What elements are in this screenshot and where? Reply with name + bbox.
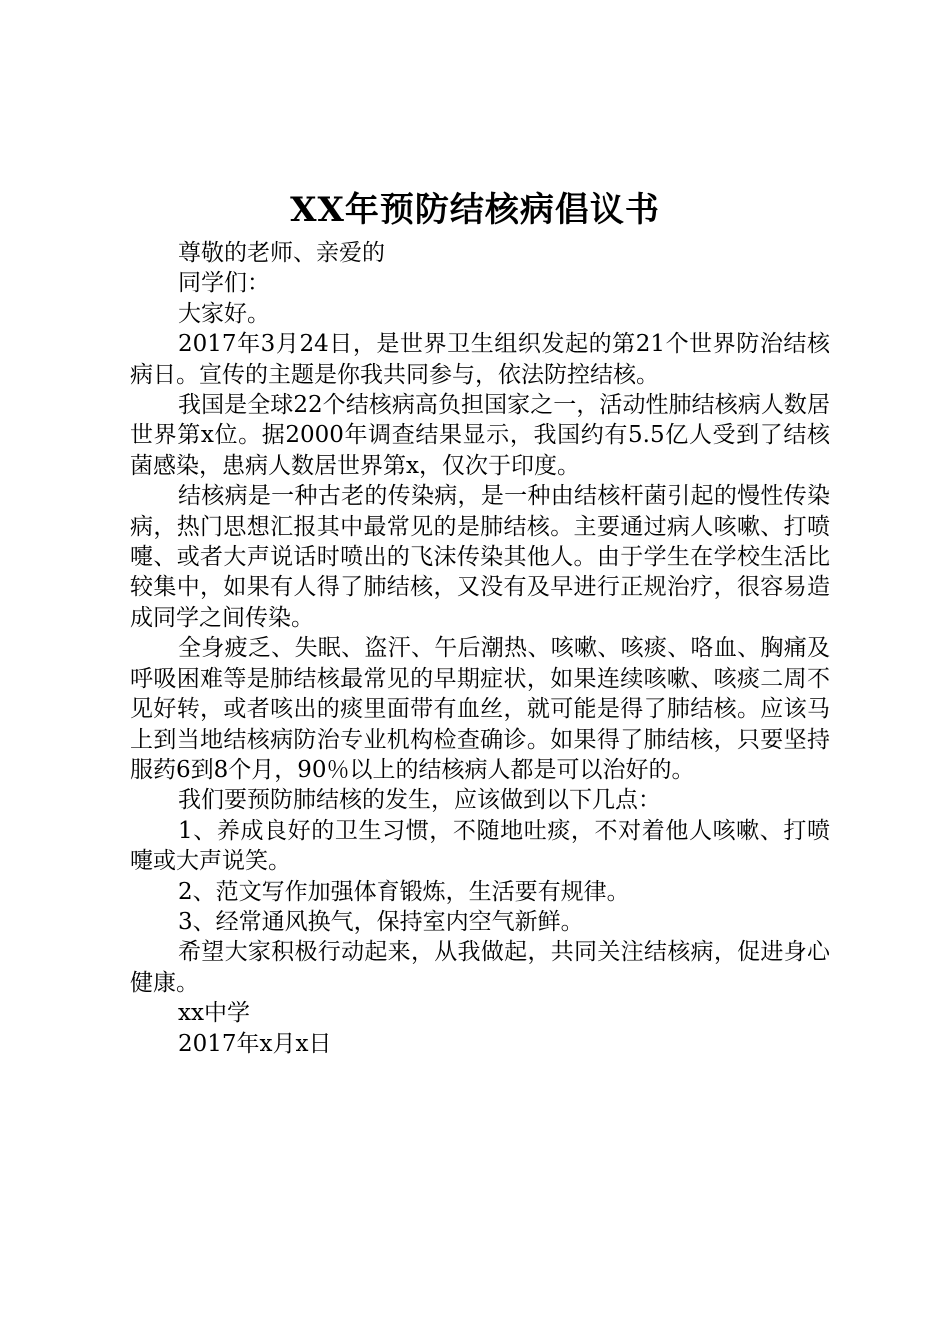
list-item-1: 1、养成良好的卫生习惯，不随地吐痰，不对着他人咳嗽、打喷嚏或大声说笑。 bbox=[130, 817, 830, 875]
document-body bbox=[130, 238, 830, 1059]
paragraph-transmission: 结核病是一种古老的传染病，是一种由结核杆菌引起的慢性传染病，热门思想汇报其中最常见的是肺结核。主要通过病人咳嗽、打喷嚏、或者大声说话时喷出的飞沫传染其他人。由于学生在学校生活比较集中，如果有人得了肺结核，又没有及早进行正规治疗，很容易造成同学之间传染。 bbox=[130, 483, 830, 631]
paragraph-intro: 2017年3月24日，是世界卫生组织发起的第21个世界防治结核病日。宣传的主题是你我共同参与，依法防控结核。 bbox=[130, 331, 830, 388]
paragraph-statistics: 我国是全球22个结核病高负担国家之一，活动性肺结核病人数居世界第x位。据2000年调查结果显示，我国约有5.5亿人受到了结核菌感染，患病人数居世界第x，仅次于印度。 bbox=[130, 392, 830, 479]
paragraph-prevention-intro: 我们要预防肺结核的发生，应该做到以下几点： bbox=[178, 787, 661, 814]
greeting: 大家好。 bbox=[178, 300, 270, 327]
salutation-line-1: 尊敬的老师、亲爱的 bbox=[178, 240, 385, 266]
list-item-3: 3、经常通风换气，保持室内空气新鲜。 bbox=[178, 908, 584, 935]
paragraph-closing: 希望大家积极行动起来，从我做起，共同关注结核病，促进身心健康。 bbox=[130, 939, 830, 996]
salutation-line-2: 同学们： bbox=[178, 270, 270, 297]
paragraph-symptoms: 全身疲乏、失眠、盗汗、午后潮热、咳嗽、咳痰、咯血、胸痛及呼吸困难等是肺结核最常见的早期症状，如果连续咳嗽、咳痰二周不见好转，或者咳出的痰里面带有血丝，就可能是得了肺结核。应该马上到当地结核病防治专业机构检查确诊。如果得了肺结核，只要坚持服药6到8个月，90％以上的结核病人都是可以治好的。 bbox=[130, 635, 830, 783]
document-title: XX年预防结核病倡议书 bbox=[290, 190, 660, 230]
signature-date: 2017年x月x日 bbox=[178, 1030, 332, 1057]
signature-school: xx中学 bbox=[178, 1000, 250, 1027]
list-item-2: 2、范文写作加强体育锻炼，生活要有规律。 bbox=[178, 878, 630, 905]
